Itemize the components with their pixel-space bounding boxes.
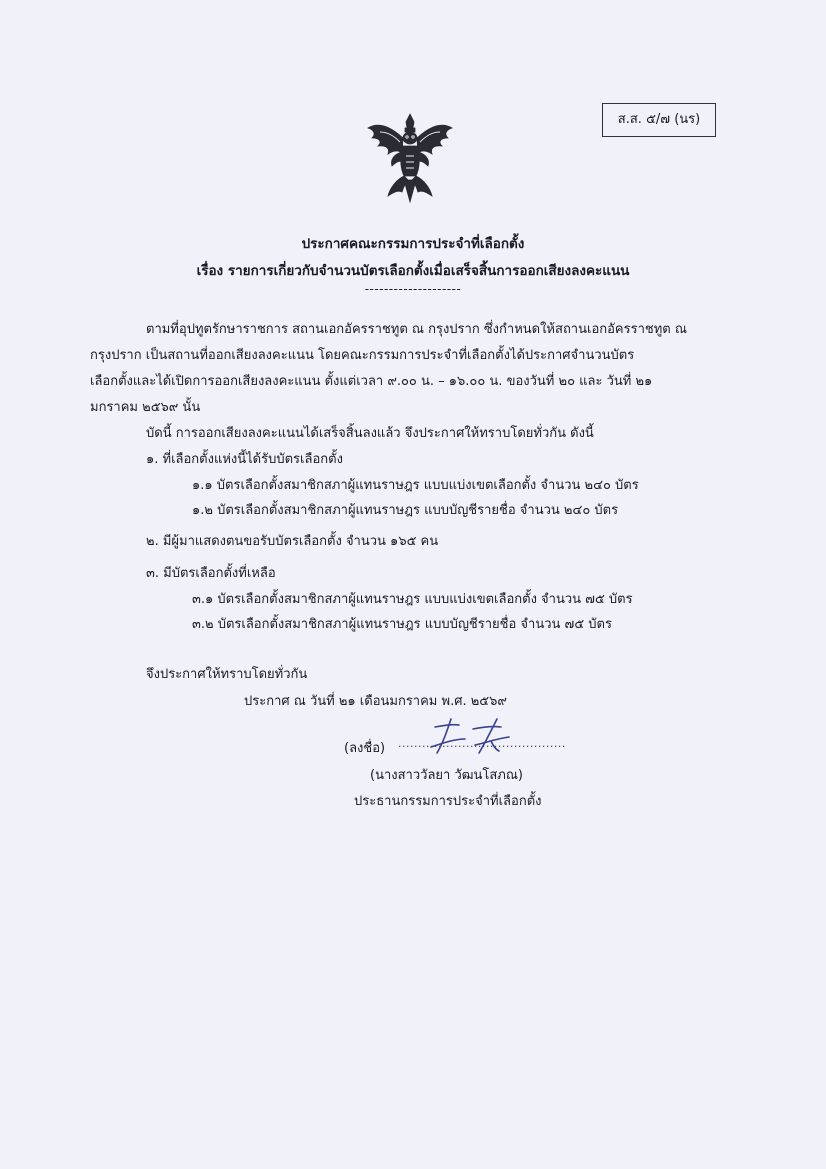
intro-line-1: ตามที่อุปทูตรักษาราชการ สถานเอกอัครราชทูต ณ กรุงปราก ซึ่งกำหนดให้สถานเอกอัครราชทูต ณ <box>146 322 687 337</box>
intro-line-2: กรุงปราก เป็นสถานที่ออกเสียงลงคะแนน โดยคณะกรรมการประจำที่เลือกตั้งได้ประกาศจำนวนบัตร <box>90 348 635 363</box>
item-1-1: ๑.๑ บัตรเลือกตั้งสมาชิกสภาผู้แทนราษฎร แบบแบ่งเขตเลือกตั้ง จำนวน ๒๔๐ บัตร <box>192 478 639 493</box>
signatory-name: (นางสาววัลยา วัฒนโสภณ) <box>370 768 524 783</box>
form-code-box <box>602 103 716 137</box>
form-code: ส.ส. ๕/๗ (นร) <box>617 112 701 127</box>
item-1: ๑. ที่เลือกตั้งแห่งนี้ได้รับบัตรเลือกตั้ง <box>146 452 343 467</box>
signature-line: .......................................... <box>398 737 566 750</box>
item-3-1: ๓.๑ บัตรเลือกตั้งสมาชิกสภาผู้แทนราษฎร แบบแบ่งเขตเลือกตั้ง จำนวน ๗๕ บัตร <box>192 592 633 607</box>
title-separator: -------------------- <box>364 282 462 296</box>
item-2: ๒. มีผู้มาแสดงตนขอรับบัตรเลือกตั้ง จำนวน ๑๖๕ คน <box>146 534 439 549</box>
garuda-emblem-icon <box>360 108 460 206</box>
closing-notice: จึงประกาศให้ทราบโดยทั่วกัน <box>146 667 308 682</box>
intro-line-4: มกราคม ๒๕๖๙ นั้น <box>90 400 201 415</box>
announcement-subject: เรื่อง รายการเกี่ยวกับจำนวนบัตรเลือกตั้งเมื่อเสร็จสิ้นการออกเสียงลงคะแนน <box>196 263 630 279</box>
handwritten-signature <box>425 717 517 757</box>
closing-date: ประกาศ ณ วันที่ ๒๑ เดือนมกราคม พ.ศ. ๒๕๖๙ <box>244 694 507 709</box>
signatory-position: ประธานกรรมการประจำที่เลือกตั้ง <box>354 794 542 809</box>
intro-line-3: เลือกตั้งและได้เปิดการออกเสียงลงคะแนน ตั้งแต่เวลา ๙.๐๐ น. – ๑๖.๐๐ น. ของวันที่ ๒๐ และ วันที่ ๒๑ <box>90 374 653 389</box>
item-1-2: ๑.๒ บัตรเลือกตั้งสมาชิกสภาผู้แทนราษฎร แบบบัญชีรายชื่อ จำนวน ๒๔๐ บัตร <box>192 503 619 518</box>
signature-label: (ลงชื่อ) <box>344 741 386 756</box>
announce-paragraph: บัดนี้ การออกเสียงลงคะแนนได้เสร็จสิ้นลงแล้ว จึงประกาศให้ทราบโดยทั่วกัน ดังนี้ <box>146 426 594 441</box>
item-3: ๓. มีบัตรเลือกตั้งที่เหลือ <box>146 566 276 581</box>
announcement-title: ประกาศคณะกรรมการประจำที่เลือกตั้ง <box>301 236 525 252</box>
item-3-2: ๓.๒ บัตรเลือกตั้งสมาชิกสภาผู้แทนราษฎร แบบบัญชีรายชื่อ จำนวน ๗๕ บัตร <box>192 617 612 632</box>
